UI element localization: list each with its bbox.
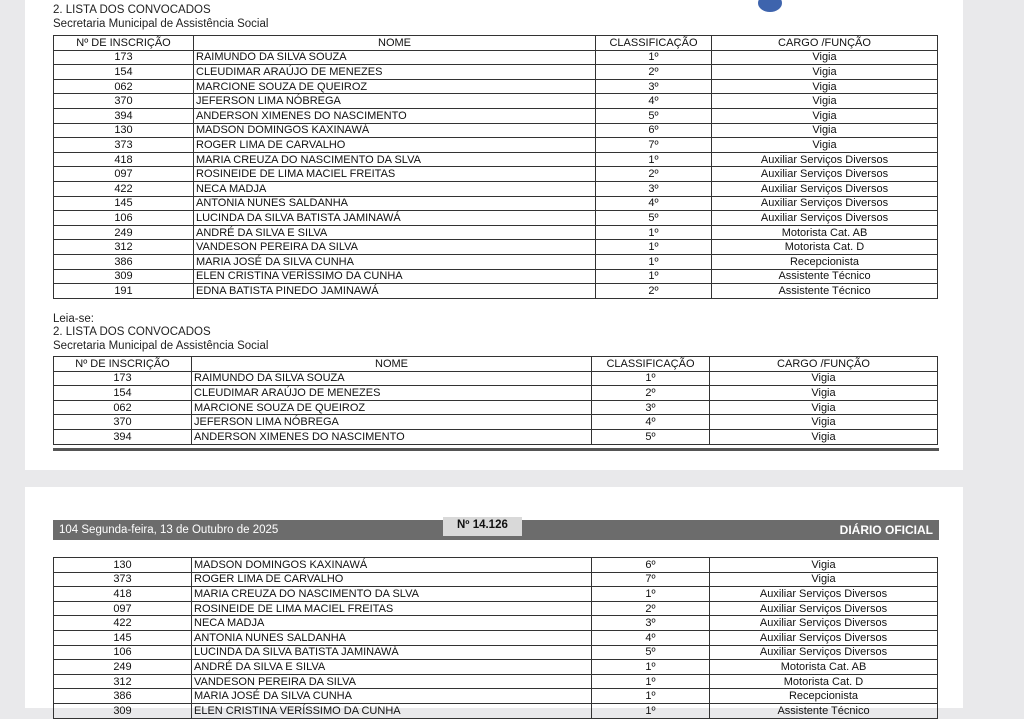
cell-cargo: Recepcionista — [710, 689, 938, 704]
cell-nome: ROGER LIMA DE CARVALHO — [192, 572, 592, 587]
table-row — [54, 152, 938, 167]
cell-nome: EDNA BATISTA PINEDO JAMINAWÁ — [194, 284, 596, 299]
cell-inscricao: 309 — [54, 269, 194, 284]
cell-inscricao: 418 — [54, 152, 194, 167]
cell-classificacao: 2º — [596, 284, 712, 299]
cell-classificacao: 3º — [592, 616, 710, 631]
cell-cargo: Auxiliar Serviços Diversos — [712, 167, 938, 182]
table-row — [54, 108, 938, 123]
cell-cargo: Vigia — [712, 65, 938, 80]
section-subtitle: Secretaria Municipal de Assistência Social — [53, 340, 269, 352]
cell-cargo: Motorista Cat. AB — [712, 225, 938, 240]
cell-nome: CLEUDIMAR ARAÚJO DE MENEZES — [192, 386, 592, 401]
cell-inscricao: 191 — [54, 284, 194, 299]
cell-classificacao: 1º — [592, 660, 710, 675]
cell-inscricao: 130 — [54, 558, 192, 573]
header-inscricao: Nº DE INSCRIÇÃO — [54, 36, 194, 51]
cell-inscricao: 062 — [54, 79, 194, 94]
cell-classificacao: 1º — [592, 689, 710, 704]
cell-inscricao: 097 — [54, 167, 194, 182]
cell-classificacao: 6º — [596, 123, 712, 138]
cell-nome: VANDESON PEREIRA DA SILVA — [194, 240, 596, 255]
cell-nome: CLEUDIMAR ARAÚJO DE MENEZES — [194, 65, 596, 80]
convocados-table-corrected — [53, 356, 938, 445]
cell-inscricao: 394 — [54, 108, 194, 123]
cell-inscricao: 370 — [54, 94, 194, 109]
convocados-table-continued — [53, 557, 938, 719]
table-row — [54, 371, 938, 386]
cell-classificacao: 3º — [596, 181, 712, 196]
cell-nome: LUCINDA DA SILVA BATISTA JAMINAWÁ — [194, 211, 596, 226]
edition-number: Nº 14.126 — [443, 517, 522, 536]
table-row — [54, 429, 938, 444]
cell-cargo: Auxiliar Serviços Diversos — [710, 645, 938, 660]
section-title: 2. LISTA DOS CONVOCADOS — [53, 326, 211, 338]
cell-cargo: Motorista Cat. D — [710, 674, 938, 689]
document-page-top — [25, 0, 963, 470]
cell-nome: ELEN CRISTINA VERÍSSIMO DA CUNHA — [192, 703, 592, 718]
cell-classificacao: 1º — [596, 240, 712, 255]
cell-cargo: Auxiliar Serviços Diversos — [712, 181, 938, 196]
cell-nome: ANDRÉ DA SILVA E SILVA — [194, 225, 596, 240]
cell-classificacao: 1º — [596, 50, 712, 65]
cell-nome: MARIA CREUZA DO NASCIMENTO DA SLVA — [194, 152, 596, 167]
header-nome: NOME — [192, 357, 592, 372]
table-row — [54, 211, 938, 226]
cell-inscricao: 312 — [54, 240, 194, 255]
section-title: 2. LISTA DOS CONVOCADOS — [53, 4, 211, 16]
cell-classificacao: 4º — [596, 196, 712, 211]
cell-inscricao: 309 — [54, 703, 192, 718]
table-row — [54, 616, 938, 631]
cell-classificacao: 3º — [596, 79, 712, 94]
cell-cargo: Recepcionista — [712, 254, 938, 269]
cell-classificacao: 4º — [592, 630, 710, 645]
cell-classificacao: 1º — [596, 225, 712, 240]
cell-nome: RAIMUNDO DA SILVA SOUZA — [192, 371, 592, 386]
cell-nome: LUCINDA DA SILVA BATISTA JAMINAWÁ — [192, 645, 592, 660]
table-row — [54, 123, 938, 138]
cell-nome: ROSINEIDE DE LIMA MACIEL FREITAS — [192, 601, 592, 616]
convocados-table-original — [53, 35, 938, 299]
cell-inscricao: 130 — [54, 123, 194, 138]
cell-cargo: Vigia — [712, 108, 938, 123]
cell-cargo: Vigia — [710, 415, 938, 430]
cell-inscricao: 386 — [54, 254, 194, 269]
cell-classificacao: 2º — [596, 167, 712, 182]
cell-classificacao: 5º — [592, 429, 710, 444]
cell-classificacao: 1º — [596, 269, 712, 284]
cell-inscricao: 097 — [54, 601, 192, 616]
cell-inscricao: 145 — [54, 630, 192, 645]
cell-cargo: Auxiliar Serviços Diversos — [710, 601, 938, 616]
cell-cargo: Vigia — [712, 50, 938, 65]
header-cargo: CARGO /FUNÇÃO — [712, 36, 938, 51]
table-row — [54, 703, 938, 718]
cell-inscricao: 312 — [54, 674, 192, 689]
cell-inscricao: 373 — [54, 138, 194, 153]
cell-classificacao: 5º — [596, 108, 712, 123]
cell-cargo: Auxiliar Serviços Diversos — [712, 196, 938, 211]
cell-classificacao: 1º — [592, 587, 710, 602]
cell-classificacao: 4º — [592, 415, 710, 430]
cell-cargo: Auxiliar Serviços Diversos — [710, 587, 938, 602]
cell-nome: NECA MADJA — [194, 181, 596, 196]
table-row — [54, 572, 938, 587]
cell-classificacao: 2º — [596, 65, 712, 80]
cell-inscricao: 418 — [54, 587, 192, 602]
cell-nome: ROGER LIMA DE CARVALHO — [194, 138, 596, 153]
cell-nome: ANDRÉ DA SILVA E SILVA — [192, 660, 592, 675]
cell-classificacao: 2º — [592, 601, 710, 616]
cell-cargo: Auxiliar Serviços Diversos — [710, 630, 938, 645]
cell-cargo: Vigia — [710, 386, 938, 401]
table-row — [54, 65, 938, 80]
cell-inscricao: 422 — [54, 181, 194, 196]
section-subtitle: Secretaria Municipal de Assistência Social — [53, 18, 269, 30]
cell-inscricao: 173 — [54, 50, 194, 65]
cell-classificacao: 1º — [592, 674, 710, 689]
page-header-bar — [53, 520, 939, 540]
cell-nome: VANDESON PEREIRA DA SILVA — [192, 674, 592, 689]
cell-classificacao: 7º — [596, 138, 712, 153]
cell-inscricao: 394 — [54, 429, 192, 444]
cell-cargo: Assistente Técnico — [710, 703, 938, 718]
cell-classificacao: 1º — [596, 152, 712, 167]
cell-inscricao: 373 — [54, 572, 192, 587]
cell-classificacao: 1º — [596, 254, 712, 269]
table-row — [54, 415, 938, 430]
cell-nome: JEFERSON LIMA NÓBREGA — [192, 415, 592, 430]
table-row — [54, 284, 938, 299]
table-row — [54, 689, 938, 704]
cell-cargo: Vigia — [710, 400, 938, 415]
cell-nome: ANTONIA NUNES SALDANHA — [194, 196, 596, 211]
table-row — [54, 254, 938, 269]
cell-cargo: Vigia — [710, 558, 938, 573]
header-cargo: CARGO /FUNÇÃO — [710, 357, 938, 372]
cell-nome: MARIA CREUZA DO NASCIMENTO DA SLVA — [192, 587, 592, 602]
table-row — [54, 167, 938, 182]
cell-inscricao: 173 — [54, 371, 192, 386]
cell-nome: ROSINEIDE DE LIMA MACIEL FREITAS — [194, 167, 596, 182]
cell-nome: MARIA JOSÉ DA SILVA CUNHA — [194, 254, 596, 269]
table-row — [54, 645, 938, 660]
table-row — [54, 386, 938, 401]
cell-classificacao: 3º — [592, 400, 710, 415]
cell-classificacao: 5º — [596, 211, 712, 226]
cell-cargo: Assistente Técnico — [712, 269, 938, 284]
cell-inscricao: 154 — [54, 65, 194, 80]
cell-classificacao: 6º — [592, 558, 710, 573]
header-nome: NOME — [194, 36, 596, 51]
table-row — [54, 94, 938, 109]
cell-inscricao: 106 — [54, 211, 194, 226]
table-row — [54, 240, 938, 255]
cell-inscricao: 249 — [54, 225, 194, 240]
table-row — [54, 601, 938, 616]
cell-nome: ANDERSON XIMENES DO NASCIMENTO — [192, 429, 592, 444]
cell-cargo: Auxiliar Serviços Diversos — [712, 211, 938, 226]
cell-cargo: Motorista Cat. AB — [710, 660, 938, 675]
cell-nome: RAIMUNDO DA SILVA SOUZA — [194, 50, 596, 65]
cell-nome: ANDERSON XIMENES DO NASCIMENTO — [194, 108, 596, 123]
table-row — [54, 196, 938, 211]
table-row — [54, 269, 938, 284]
page-date: 104 Segunda-feira, 13 de Outubro de 2025 — [59, 524, 279, 536]
table-row — [54, 79, 938, 94]
leia-se-label: Leia-se: — [53, 313, 94, 325]
header-inscricao: Nº DE INSCRIÇÃO — [54, 357, 192, 372]
cell-classificacao: 2º — [592, 386, 710, 401]
cell-cargo: Auxiliar Serviços Diversos — [710, 616, 938, 631]
cell-inscricao: 422 — [54, 616, 192, 631]
cell-nome: NECA MADJA — [192, 616, 592, 631]
table-header-row — [54, 357, 938, 372]
cell-nome: ELEN CRISTINA VERÍSSIMO DA CUNHA — [194, 269, 596, 284]
cell-classificacao: 4º — [596, 94, 712, 109]
cell-inscricao: 062 — [54, 400, 192, 415]
cell-inscricao: 154 — [54, 386, 192, 401]
cell-nome: MADSON DOMINGOS KAXINAWÁ — [192, 558, 592, 573]
cell-cargo: Vigia — [710, 572, 938, 587]
cell-inscricao: 106 — [54, 645, 192, 660]
table-row — [54, 660, 938, 675]
cell-cargo: Vigia — [712, 79, 938, 94]
table-row — [54, 138, 938, 153]
cell-nome: MARIA JOSÉ DA SILVA CUNHA — [192, 689, 592, 704]
cell-nome: JEFERSON LIMA NÓBREGA — [194, 94, 596, 109]
cell-cargo: Vigia — [710, 371, 938, 386]
cell-classificacao: 1º — [592, 371, 710, 386]
cell-nome: ANTONIA NUNES SALDANHA — [192, 630, 592, 645]
cell-nome: MARCIONE SOUZA DE QUEIROZ — [192, 400, 592, 415]
cell-cargo: Assistente Técnico — [712, 284, 938, 299]
cell-inscricao: 249 — [54, 660, 192, 675]
cell-nome: MARCIONE SOUZA DE QUEIROZ — [194, 79, 596, 94]
scroll-indicator-dot[interactable] — [758, 0, 782, 12]
cell-cargo: Motorista Cat. D — [712, 240, 938, 255]
table-header-row — [54, 36, 938, 51]
page-divider — [53, 448, 939, 451]
cell-classificacao: 5º — [592, 645, 710, 660]
table-row — [54, 50, 938, 65]
header-classificacao: CLASSIFICAÇÃO — [592, 357, 710, 372]
header-classificacao: CLASSIFICAÇÃO — [596, 36, 712, 51]
cell-cargo: Vigia — [712, 94, 938, 109]
document-page-bottom — [25, 487, 963, 717]
cell-classificacao: 7º — [592, 572, 710, 587]
cell-cargo: Vigia — [712, 123, 938, 138]
cell-cargo: Vigia — [712, 138, 938, 153]
cell-inscricao: 145 — [54, 196, 194, 211]
cell-cargo: Vigia — [710, 429, 938, 444]
cell-cargo: Auxiliar Serviços Diversos — [712, 152, 938, 167]
table-row — [54, 558, 938, 573]
cell-classificacao: 1º — [592, 703, 710, 718]
table-row — [54, 225, 938, 240]
cell-inscricao: 386 — [54, 689, 192, 704]
table-row — [54, 630, 938, 645]
table-row — [54, 674, 938, 689]
table-row — [54, 400, 938, 415]
table-row — [54, 587, 938, 602]
table-row — [54, 181, 938, 196]
publication-name: DIÁRIO OFICIAL — [839, 523, 933, 537]
cell-inscricao: 370 — [54, 415, 192, 430]
cell-nome: MADSON DOMINGOS KAXINAWÁ — [194, 123, 596, 138]
